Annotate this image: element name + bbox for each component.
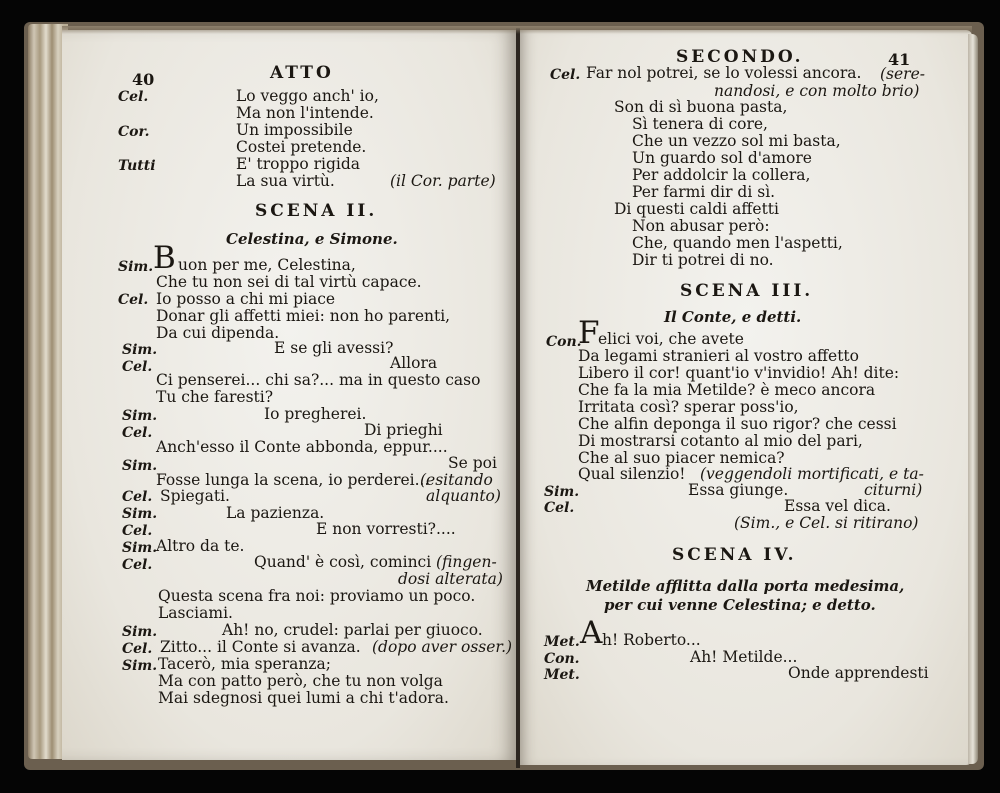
verse-line: E se gli avessi? [274, 339, 394, 357]
verse-line: Tu che faresti? [156, 388, 274, 406]
speaker-label: Met. [544, 634, 580, 650]
speaker-label: Cel. [118, 89, 149, 105]
book-gutter [516, 28, 520, 768]
running-head: ATTO [270, 63, 334, 83]
stage-direction: citurni) [864, 481, 923, 499]
stage-direction: nandosi, e con molto brio) [714, 82, 920, 100]
speaker-label: Cel. [122, 425, 153, 441]
drop-cap: A [580, 615, 603, 651]
speaker-label: Cel. [550, 67, 581, 83]
scene-characters: per cui venne Celestina; e detto. [604, 596, 876, 614]
verse-line: Di questi caldi affetti [614, 200, 779, 218]
verse-line: Che tu non sei di tal virtù capace. [156, 273, 422, 291]
verse-line: Fosse lunga la scena, io perderei... [156, 471, 430, 489]
verse-line: Quand' è così, cominci [254, 553, 432, 571]
verse-line: Son di sì buona pasta, [614, 98, 788, 116]
speaker-label: Cel. [122, 641, 153, 657]
speaker-label: Sim. [118, 259, 154, 275]
verse-line: Ah! Metilde... [690, 648, 798, 666]
verse-line: Ah! no, crudel: parlai per giuoco. [222, 621, 483, 639]
stage-direction: (Sim., e Cel. si ritirano) [734, 514, 919, 532]
scene-title: SCENA III. [680, 281, 814, 301]
verse-line: Io pregherei. [264, 405, 367, 423]
verse-line: Se poi [448, 454, 497, 472]
speaker-label: Sim. [122, 506, 158, 522]
drop-cap: F [578, 315, 600, 351]
verse-line: Onde apprendesti [788, 664, 929, 682]
verse-line: Che alfin deponga il suo rigor? che cessi [578, 415, 897, 433]
verse-line: Che un vezzo sol mi basta, [632, 132, 841, 150]
page-number: 41 [888, 50, 911, 69]
verse-line: Ci penserei... chi sa?... ma in questo caso [156, 371, 481, 389]
speaker-label: Sim. [544, 484, 580, 500]
verse-line: Tacerò, mia speranza; [158, 655, 331, 673]
scene-characters: Celestina, e Simone. [226, 230, 398, 248]
stage-direction: alquanto) [426, 487, 501, 505]
verse-line: uon per me, Celestina, [178, 256, 356, 274]
verse-line: Essa giunge. [688, 481, 789, 499]
verse-line: Io posso a chi mi piace [156, 290, 336, 308]
drop-cap: B [153, 240, 176, 276]
speaker-label: Cor. [118, 124, 150, 140]
speaker-label: Con. [544, 651, 580, 667]
verse-line: E non vorresti?.... [316, 520, 456, 538]
speaker-label: Sim. [122, 342, 158, 358]
speaker-label: Sim. [122, 540, 158, 556]
verse-line: Da legami stranieri al vostro affetto [578, 347, 859, 365]
page-number: 40 [132, 70, 155, 89]
verse-line: Allora [390, 354, 438, 372]
speaker-label: Con. [546, 334, 582, 350]
verse-line: La pazienza. [226, 504, 325, 522]
speaker-label: Cel. [122, 489, 153, 505]
verse-line: Donar gli affetti miei: non ho parenti, [156, 307, 451, 325]
speaker-label: Sim. [122, 408, 158, 424]
speaker-label: Cel. [122, 523, 153, 539]
top-edge-shadow [62, 26, 972, 34]
scene-title: SCENA IV. [672, 545, 797, 565]
speaker-label: Tutti [118, 158, 156, 174]
right-page-edge [968, 34, 978, 764]
stage-direction: (dopo aver osser.) [372, 638, 513, 656]
speaker-label: Sim. [122, 624, 158, 640]
verse-line: Mai sdegnosi quei lumi a chi t'adora. [158, 689, 449, 707]
stage-direction: (fingen- [436, 553, 497, 571]
verse-line: Anch'esso il Conte abbonda, eppur.... [156, 438, 448, 456]
verse-line: Non abusar però: [632, 217, 770, 235]
scene-characters: Metilde afflitta dalla porta medesima, [586, 577, 905, 595]
speaker-label: Sim. [122, 458, 158, 474]
scene-characters: Il Conte, e detti. [664, 308, 802, 326]
verse-line: Che, quando men l'aspetti, [632, 234, 843, 252]
stage-direction: (esitando [420, 471, 493, 489]
verse-line: elici voi, che avete [598, 330, 744, 348]
verse-line: Che al suo piacer nemica? [578, 449, 785, 467]
verse-line: Di prieghi [364, 421, 443, 439]
verse-line: Ma con patto però, che tu non volga [158, 672, 443, 690]
verse-line: Lasciami. [158, 604, 233, 622]
stage-direction: dosi alterata) [398, 570, 503, 588]
stage-direction: (sere- [880, 65, 925, 83]
stage-direction: (veggendoli mortificati, e ta- [700, 465, 924, 483]
verse-line: Irritata così? sperar poss'io, [578, 398, 799, 416]
verse-line: Sì tenera di core, [632, 115, 768, 133]
stage-direction: (il Cor. parte) [390, 172, 496, 190]
verse-line: Che fa la mia Metilde? è meco ancora [578, 381, 876, 399]
speaker-label: Met. [544, 667, 580, 683]
verse-line: Libero il cor! quant'io v'invidio! Ah! dite: [578, 364, 900, 382]
verse-line: Dir ti potrei di no. [632, 251, 774, 269]
speaker-label: Cel. [122, 359, 153, 375]
verse-line: Ma non l'intende. [236, 104, 374, 122]
verse-line: La sua virtù. [236, 172, 335, 190]
verse-line: Lo veggo anch' io, [236, 87, 379, 105]
scene-title: SCENA II. [255, 201, 378, 221]
verse-line: Costei pretende. [236, 138, 367, 156]
speaker-label: Cel. [544, 500, 575, 516]
verse-line: Un impossibile [236, 121, 353, 139]
verse-line: Far nol potrei, se lo volessi ancora. [586, 64, 862, 82]
verse-line: Da cui dipenda. [156, 324, 280, 342]
speaker-label: Cel. [118, 292, 149, 308]
verse-line: Essa vel dica. [784, 497, 891, 515]
verse-line: Zitto... il Conte si avanza. [160, 638, 361, 656]
speaker-label: Cel. [122, 557, 153, 573]
verse-line: Per addolcir la collera, [632, 166, 811, 184]
verse-line: Per farmi dir di sì. [632, 183, 776, 201]
verse-line: h! Roberto... [602, 631, 701, 649]
verse-line: Un guardo sol d'amore [632, 149, 812, 167]
verse-line: Di mostrarsi cotanto al mio del pari, [578, 432, 863, 450]
verse-line: Spiegati. [160, 487, 230, 505]
verse-line: Altro da te. [156, 537, 245, 555]
verse-line: Questa scena fra noi: proviamo un poco. [158, 587, 476, 605]
speaker-label: Sim. [122, 658, 158, 674]
verse-line: E' troppo rigida [236, 155, 360, 173]
running-head: SECONDO. [676, 47, 804, 67]
verse-line: Qual silenzio! [578, 465, 686, 483]
